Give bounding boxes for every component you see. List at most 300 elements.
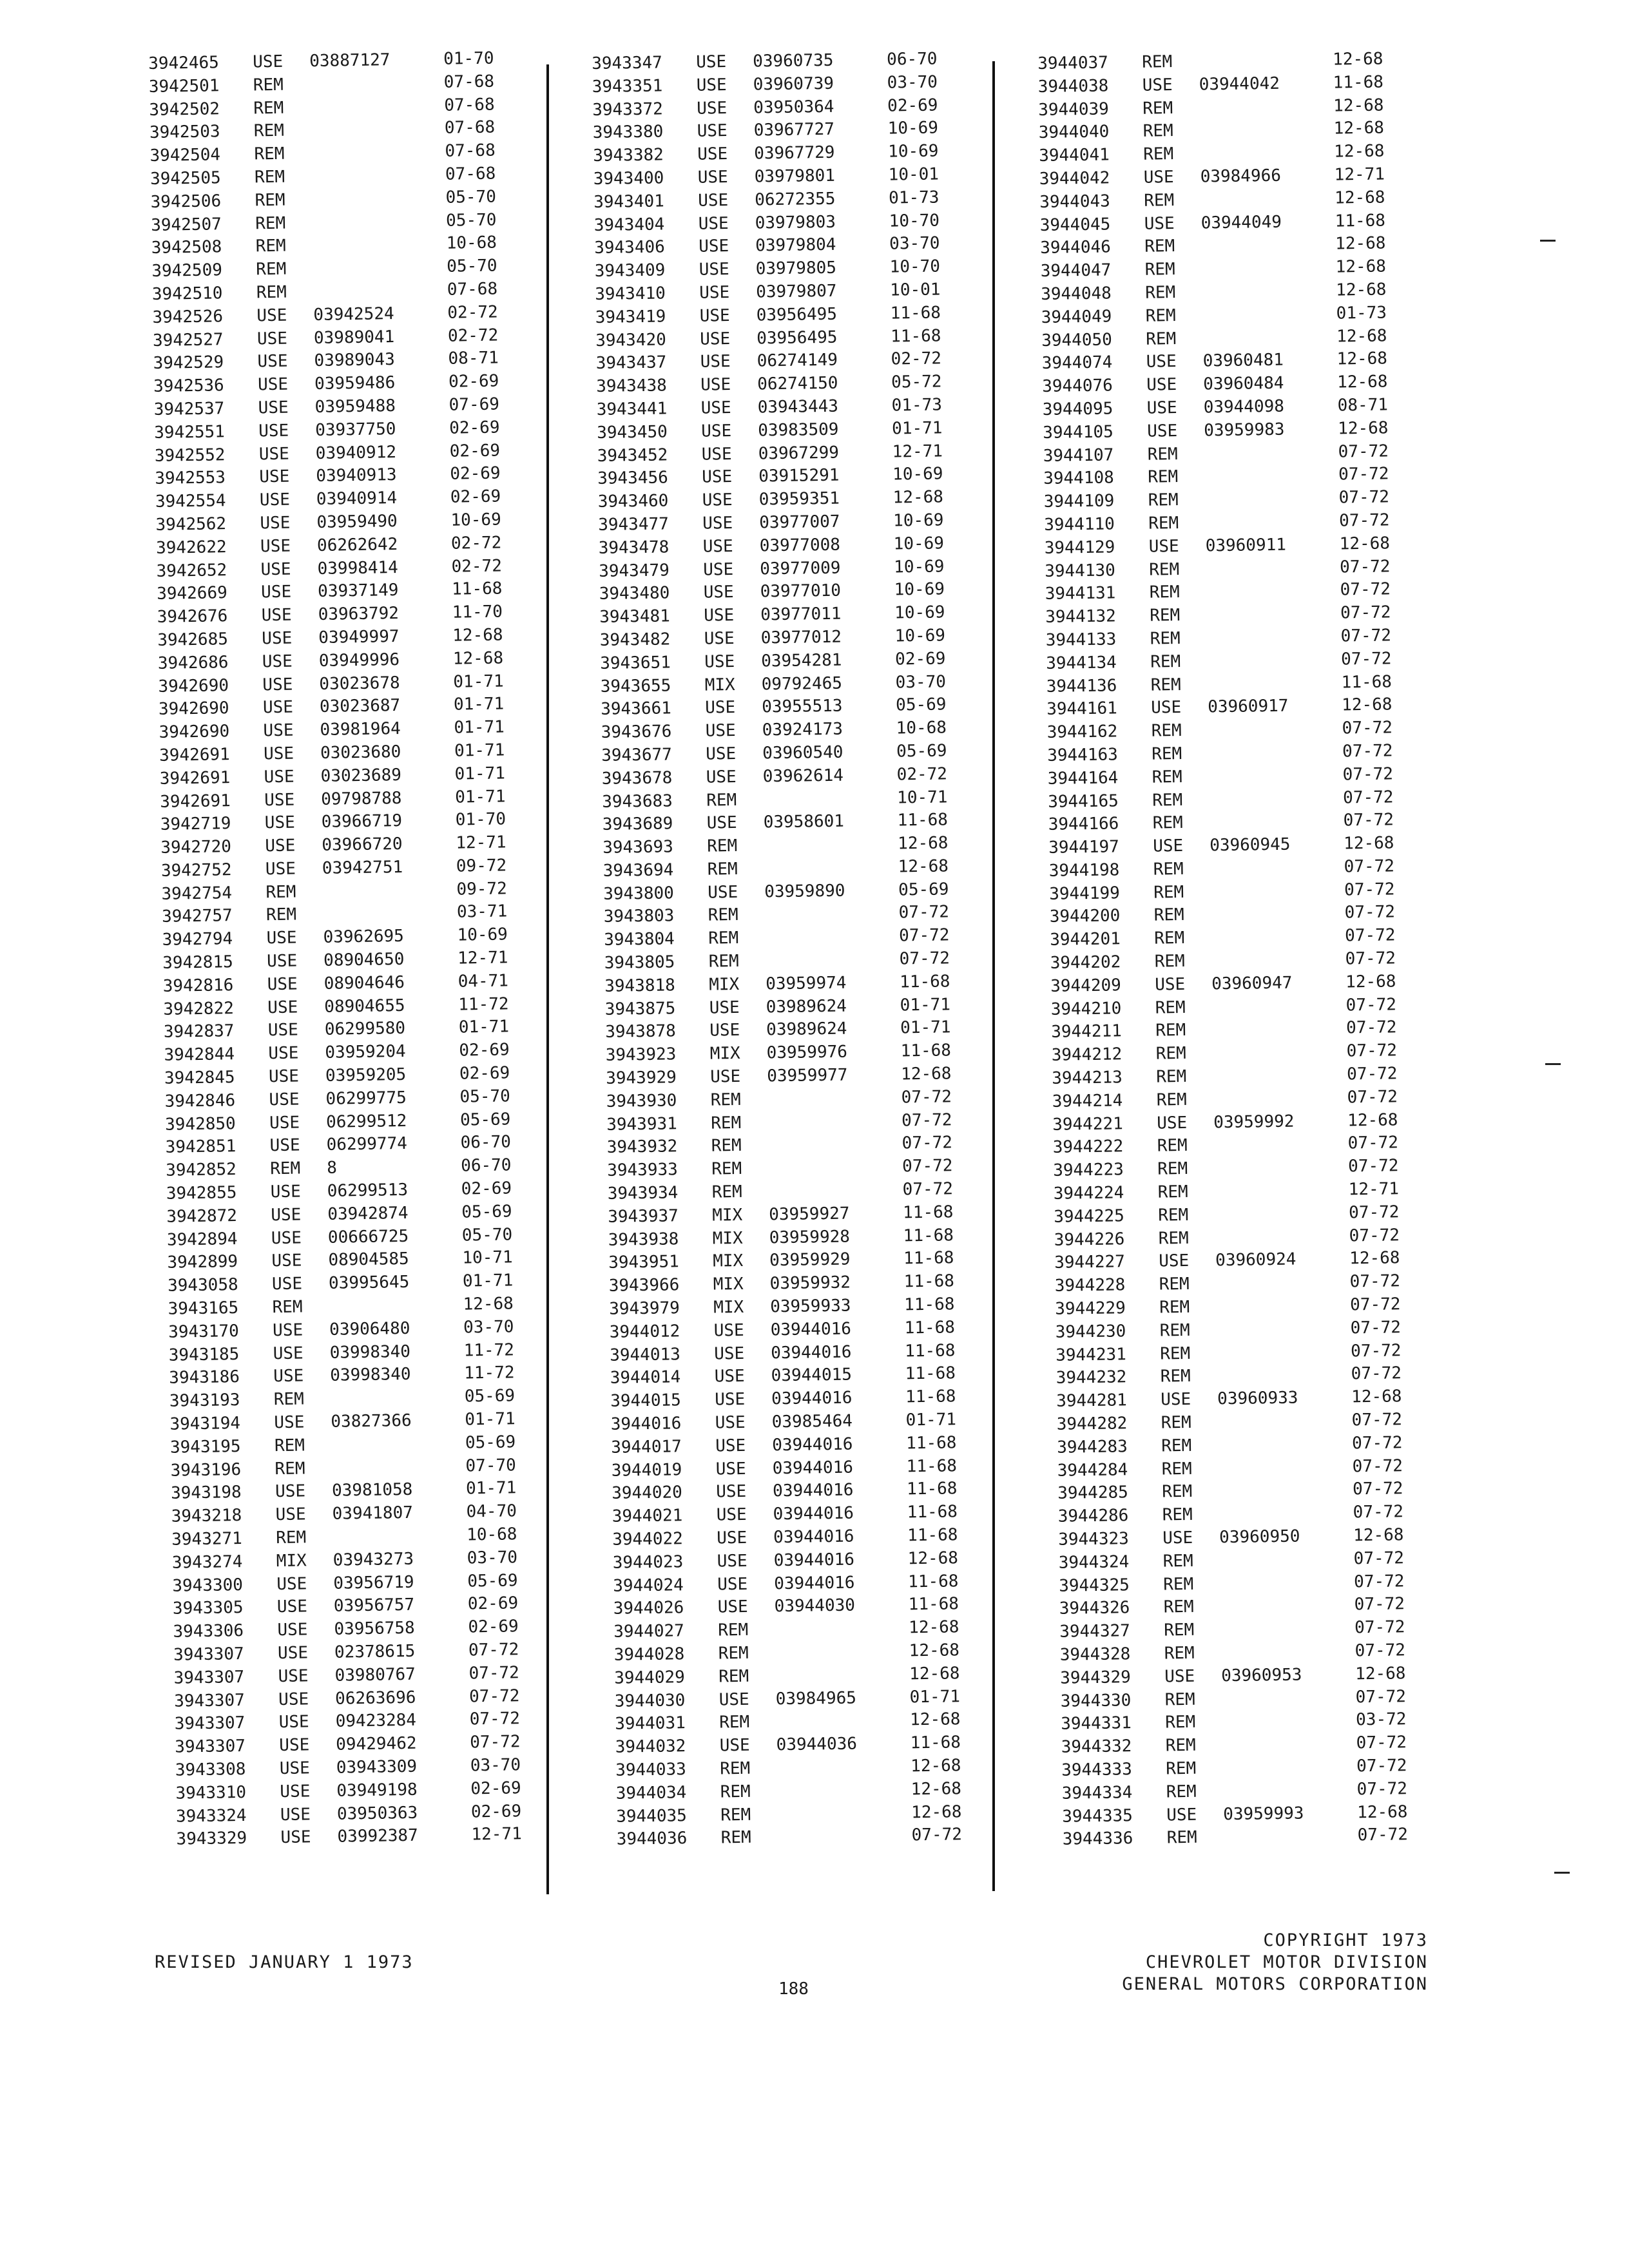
action-code: USE [697,144,728,164]
action-code: REM [1152,767,1182,787]
replacement-part-number [764,902,898,927]
part-number: 3942899 [167,1252,238,1273]
effective-date: 12-68 [1335,256,1387,277]
replacement-part-number [767,1086,901,1111]
effective-date: 02-69 [468,1617,519,1637]
part-number: 3942552 [154,445,226,466]
replacement-part-number [1220,1640,1354,1665]
part-number: 3943450 [597,422,668,443]
action-code: REM [1157,1136,1188,1157]
replacement-part-number: 03959993 [1222,1803,1304,1824]
effective-date: 07-72 [911,1825,963,1845]
effective-date: 07-72 [1349,1294,1401,1315]
effective-date: 07-72 [898,902,950,923]
effective-date: 10-69 [887,141,939,162]
effective-date: 12-68 [1353,1525,1404,1546]
part-number: 3943693 [602,837,674,858]
part-number: 3944134 [1046,653,1117,673]
effective-date: 05-70 [445,187,497,207]
replacement-part-number: 03956719 [333,1572,414,1593]
effective-date: 10-69 [894,579,945,600]
table-row [616,1824,963,1852]
replacement-part-number [1222,1778,1356,1803]
replacement-part-number: 03959890 [764,881,845,902]
replacement-part-number: 03944015 [771,1365,853,1386]
effective-date: 07-72 [1342,718,1393,738]
part-number: 3944031 [615,1713,686,1735]
part-number: 3942509 [151,260,223,282]
effective-date: 07-72 [1351,1363,1402,1384]
effective-date: 07-70 [465,1455,517,1476]
part-number: 3944202 [1050,952,1121,973]
effective-date: 12-68 [1333,95,1384,116]
effective-date: 07-72 [1354,1617,1405,1638]
action-code: REM [255,190,285,211]
part-number: 3944197 [1048,837,1120,858]
action-code: USE [260,582,292,602]
part-number: 3944034 [615,1782,687,1803]
effective-date: 12-68 [1351,1387,1402,1407]
replacement-part-number [1217,1409,1351,1434]
action-code: REM [1151,721,1182,741]
action-code: REM [1147,444,1178,465]
effective-date: 10-70 [889,211,940,231]
part-number: 3943452 [597,445,668,466]
table-row [176,1823,523,1852]
part-number: 3944028 [613,1644,685,1665]
replacement-part-number: 03989043 [314,350,396,371]
part-number: 3943329 [176,1829,247,1850]
replacement-part-number: 06299580 [324,1019,406,1040]
effective-date: 11-68 [1335,211,1386,231]
replacement-part-number [765,925,899,950]
action-code: REM [711,1113,742,1133]
part-number: 3944327 [1059,1621,1131,1642]
part-number: 3944285 [1057,1483,1129,1504]
effective-date: 11-68 [906,1479,958,1499]
action-code: MIX [276,1551,307,1571]
replacement-part-number: 03959490 [316,511,398,532]
effective-date: 05-69 [461,1202,512,1222]
replacement-part-number: 03959486 [314,373,396,394]
action-code: USE [263,720,294,741]
replacement-part-number: 03940914 [316,488,398,510]
action-code: REM [1165,1735,1196,1756]
part-number: 3944230 [1055,1321,1126,1342]
table-row [1062,1824,1409,1852]
effective-date: 07-72 [901,1133,953,1153]
action-code: USE [261,605,292,626]
action-code: REM [255,213,286,233]
effective-date: 10-69 [894,602,945,623]
part-number: 3944198 [1048,860,1120,881]
part-number: 3942844 [164,1044,235,1066]
replacement-part-number: 08904646 [323,972,405,994]
action-code: USE [278,1689,309,1709]
action-code: USE [267,1021,299,1041]
effective-date: 01-71 [900,1017,951,1038]
replacement-part-number: 03959974 [765,973,847,994]
replacement-part-number: 03959932 [769,1273,851,1294]
action-code: USE [704,606,735,626]
part-number: 3943305 [172,1598,244,1619]
part-number: 3944016 [610,1414,682,1434]
action-code: USE [271,1205,302,1225]
replacement-part-number [777,1825,911,1850]
part-number: 3944132 [1045,606,1117,628]
effective-date: 07-72 [1345,1017,1397,1038]
replacement-part-number [1208,764,1342,789]
effective-date: 01-71 [454,740,505,761]
part-number: 3944043 [1039,191,1111,212]
part-number: 3944033 [615,1760,686,1780]
action-code: MIX [713,1297,744,1318]
part-number: 3942719 [160,814,231,835]
replacement-part-number [1201,256,1335,282]
part-number: 3943420 [595,329,667,351]
effective-date: 01-71 [465,1409,516,1430]
part-number: 3943966 [608,1275,680,1296]
replacement-part-number: 03977008 [759,535,841,556]
replacement-part-number: 03956757 [333,1595,415,1617]
replacement-part-number: 03949996 [318,649,400,671]
part-number: 3943324 [175,1805,247,1827]
part-number: 3944225 [1054,1206,1125,1227]
effective-date: 12-68 [900,1064,952,1084]
action-code: USE [716,1505,747,1525]
action-code: USE [699,236,729,257]
part-number: 3944046 [1040,237,1112,258]
action-code: USE [266,951,298,972]
replacement-part-number: 03977012 [760,627,842,648]
action-code: REM [711,1182,742,1202]
action-code: MIX [712,1228,743,1249]
part-number: 3942691 [159,767,231,789]
part-number: 3944283 [1057,1437,1128,1457]
part-number: 3944131 [1045,583,1116,604]
part-number: 3943410 [595,284,666,304]
effective-date: 12-68 [892,487,944,508]
effective-date: 07-72 [1340,602,1391,623]
effective-date: 03-70 [887,72,938,93]
part-number: 3944032 [615,1736,686,1757]
effective-date: 01-71 [454,717,505,738]
part-number: 3942507 [150,214,222,235]
effective-date: 07-72 [469,1709,521,1729]
replacement-part-number [776,1709,910,1735]
replacement-part-number: 03956758 [334,1618,415,1639]
part-number: 3942551 [154,421,226,443]
replacement-part-number: 03962695 [323,927,405,948]
part-number: 3944333 [1061,1760,1132,1780]
part-number: 3944015 [610,1390,682,1412]
replacement-part-number [776,1778,911,1803]
effective-date: 03-70 [463,1317,514,1338]
effective-date: 07-72 [1349,1271,1401,1292]
replacement-part-number [1205,510,1339,535]
replacement-part-number: 03959983 [1204,419,1285,441]
effective-date: 11-68 [904,1318,956,1338]
action-code: REM [275,1459,305,1479]
replacement-part-number: 03998340 [330,1365,411,1386]
part-number: 3944013 [610,1344,681,1365]
part-number: 3943923 [605,1044,677,1066]
part-number: 3943678 [601,768,673,789]
action-code: USE [259,466,290,487]
part-number: 3942855 [166,1183,237,1204]
action-code: MIX [712,1205,743,1225]
replacement-part-number: 03967727 [753,120,835,140]
replacement-part-number: 03959204 [325,1042,406,1063]
action-code: USE [702,490,733,510]
part-number: 3944334 [1061,1782,1133,1803]
action-code: USE [253,52,284,72]
replacement-part-number: 03989624 [766,996,847,1017]
effective-date: 07-72 [1349,1225,1400,1246]
replacement-part-number [764,856,898,881]
part-number: 3944076 [1042,376,1113,397]
action-code: USE [258,398,289,418]
replacement-part-number [775,1640,909,1665]
part-number: 3943409 [594,260,666,282]
replacement-part-number [1199,49,1333,74]
replacement-part-number: 00666725 [327,1226,409,1247]
replacement-part-number: 03944016 [773,1550,855,1571]
effective-date: 12-68 [1333,141,1385,162]
column-divider [992,61,995,1891]
part-number: 3944223 [1053,1160,1124,1181]
part-number: 3943404 [593,215,665,235]
part-number: 3944232 [1055,1367,1127,1389]
part-number: 3944133 [1045,629,1117,650]
replacement-part-number: 03992387 [337,1826,418,1847]
action-code: USE [1157,1113,1188,1133]
part-number: 3943186 [169,1367,240,1389]
replacement-part-number: 06263696 [334,1687,416,1709]
replacement-part-number [1207,648,1341,673]
action-code: USE [706,744,737,764]
action-code: MIX [709,974,740,995]
replacement-part-number: 03942874 [327,1203,409,1224]
replacement-part-number: 06299512 [325,1111,407,1132]
part-number: 3944336 [1062,1829,1133,1850]
part-number: 3943437 [595,352,667,374]
replacement-part-number: 06299775 [325,1088,407,1109]
effective-date: 07-72 [1339,556,1391,577]
part-number: 3942837 [163,1021,235,1043]
replacement-part-number: 03959488 [314,396,396,417]
action-code: USE [272,1320,304,1341]
effective-date: 07-72 [898,925,950,946]
action-code: USE [700,352,731,372]
replacement-part-number: 03985464 [771,1411,853,1432]
action-code: REM [1144,236,1175,257]
action-code: REM [720,1782,751,1802]
effective-date: 02-69 [470,1801,522,1822]
action-code: USE [1148,536,1179,557]
replacement-part-number [311,187,446,212]
action-code: USE [273,1366,304,1387]
effective-date: 04-71 [458,971,509,992]
part-number: 3943307 [173,1644,244,1665]
effective-date: 01-71 [462,1271,514,1291]
part-number: 3942465 [148,53,220,73]
effective-date: 07-72 [1342,764,1394,785]
part-number: 3943478 [598,537,670,558]
part-number: 3944105 [1043,422,1114,443]
replacement-part-number: 03944016 [771,1434,853,1456]
replacement-part-number: 03023687 [319,696,401,717]
action-code: USE [267,974,298,995]
action-code: USE [696,52,727,72]
action-code: USE [1155,974,1186,995]
part-number: 3943803 [603,906,675,927]
effective-date: 11-68 [902,1202,954,1223]
replacement-part-number: 03960481 [1202,351,1284,371]
replacement-part-number: 03944098 [1203,396,1285,418]
effective-date: 02-69 [461,1178,512,1199]
part-number: 3944022 [612,1529,684,1550]
parts-column-1 [148,48,523,1852]
effective-date: 11-68 [906,1456,958,1476]
replacement-part-number [1217,1363,1351,1389]
action-code: USE [262,675,293,695]
effective-date: 09-72 [456,879,507,899]
action-code: REM [1143,144,1174,164]
effective-date: 12-68 [1333,118,1385,139]
effective-date: 05-70 [445,210,497,231]
action-code: USE [705,721,736,741]
part-number: 3944161 [1046,698,1118,720]
action-code: REM [1145,305,1176,326]
replacement-part-number [765,948,899,974]
action-code: USE [709,1021,740,1041]
effective-date: 11-72 [458,994,509,1015]
part-number: 3943306 [173,1621,244,1642]
replacement-part-number: 03960924 [1215,1250,1296,1271]
replacement-part-number [312,233,447,258]
part-number: 3943198 [170,1483,242,1504]
action-code: REM [1150,651,1181,672]
action-code: USE [697,168,728,187]
action-code: REM [719,1758,751,1779]
part-number: 3944165 [1048,791,1119,812]
replacement-part-number [1204,487,1338,512]
action-code: REM [710,1090,741,1110]
effective-date: 01-73 [888,187,940,208]
part-number: 3944029 [614,1667,686,1688]
action-code: USE [260,513,291,533]
action-code: USE [717,1551,747,1571]
replacement-part-number: 03956495 [757,327,838,349]
action-code: USE [697,98,728,119]
replacement-part-number: 03960933 [1217,1388,1298,1409]
action-code: USE [698,213,729,234]
page-number: 188 [778,1979,809,1999]
part-number: 3943308 [175,1759,246,1780]
replacement-part-number [310,72,445,97]
effective-date: 11-70 [452,602,503,622]
part-number: 3944211 [1051,1021,1123,1043]
effective-date: 12-68 [452,625,503,646]
replacement-part-number: 03979804 [755,235,836,256]
part-number: 3942757 [161,906,233,927]
effective-date: 10-68 [446,233,497,254]
replacement-part-number [1220,1594,1354,1619]
replacement-part-number: 03915291 [758,466,840,486]
replacement-part-number [1222,1733,1356,1758]
part-number: 3943878 [605,1021,677,1043]
effective-date: 12-68 [1354,1664,1406,1684]
replacement-part-number [313,256,447,281]
action-code: USE [257,374,289,395]
part-number: 3944019 [611,1459,682,1481]
effective-date: 02-69 [887,95,938,116]
action-code: USE [270,1182,301,1202]
effective-date: 07-72 [1356,1756,1407,1776]
effective-date: 07-72 [1338,487,1390,508]
part-number: 3944014 [610,1367,681,1389]
replacement-part-number [767,1133,901,1158]
part-number: 3944095 [1042,399,1113,419]
action-code: USE [277,1643,309,1664]
part-number: 3943307 [173,1690,245,1711]
replacement-part-number: 03960953 [1220,1665,1302,1686]
part-number: 3943930 [606,1091,677,1111]
action-code: USE [279,1735,310,1756]
effective-date: 11-68 [903,1248,954,1269]
replacement-part-number: 03979803 [755,212,836,233]
effective-date: 11-68 [899,972,950,992]
action-code: MIX [713,1251,744,1271]
part-number: 3943380 [592,122,664,143]
part-number: 3943694 [602,860,674,881]
effective-date: 03-70 [467,1548,518,1568]
effective-date: 02-72 [450,533,502,553]
action-code: REM [254,167,285,187]
effective-date: 10-69 [893,556,945,577]
action-code: USE [1146,375,1177,395]
action-code: USE [271,1228,302,1248]
action-code: USE [1166,1805,1197,1825]
part-number: 3943406 [594,237,666,258]
effective-date: 01-70 [455,809,506,830]
effective-date: 05-70 [461,1224,513,1245]
effective-date: 02-72 [451,556,503,577]
part-number: 3943482 [599,629,671,650]
effective-date: 01-71 [905,1410,957,1430]
replacement-part-number [1207,671,1341,697]
part-number: 3943689 [602,814,673,835]
effective-date: 11-68 [903,1225,954,1246]
action-code: USE [264,790,295,810]
action-code: USE [702,536,733,557]
effective-date: 02-72 [896,764,948,785]
action-code: REM [1152,790,1183,811]
replacement-part-number [1219,1548,1353,1573]
part-number: 3944224 [1053,1183,1124,1204]
action-code: USE [715,1390,746,1410]
part-number: 3944222 [1052,1137,1124,1158]
replacement-part-number: 03955513 [761,696,843,717]
replacement-part-number: 8 [326,1158,338,1178]
effective-date: 02-69 [459,1063,510,1084]
part-number: 3944199 [1049,883,1121,904]
replacement-part-number: 03998414 [317,557,399,579]
part-number: 3942686 [157,652,229,673]
action-code: REM [1163,1597,1194,1617]
action-code: REM [1153,859,1184,879]
